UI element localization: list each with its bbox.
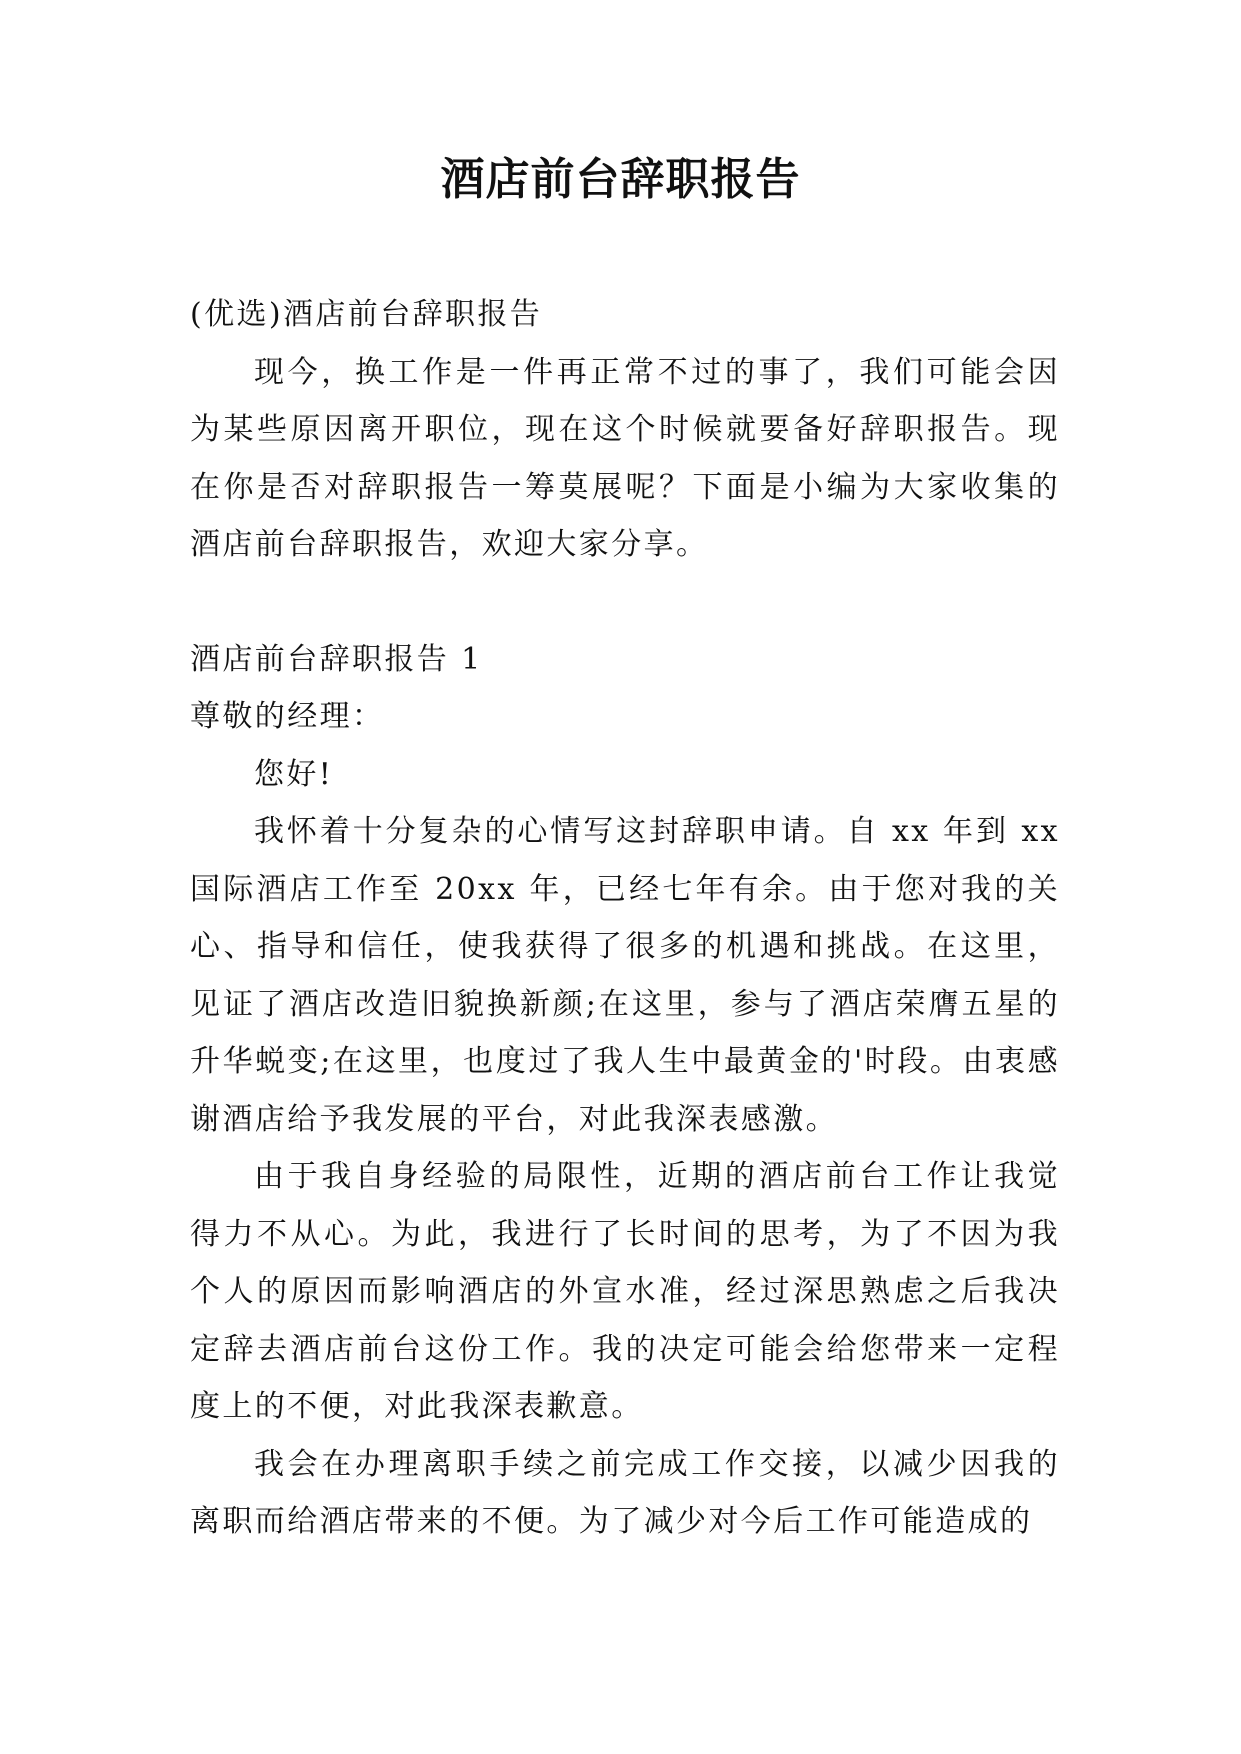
section-heading: 酒店前台辞职报告 1 (190, 641, 483, 677)
body-paragraph: 我怀着十分复杂的心情写这封辞职申请。自 xx 年到 xx 国际酒店工作至 20xx 年，已经七年有余。由于您对我的关心、指导和信任，使我获得了很多的机遇和挑战。在这里，见证了酒店改造旧貌换新颜;在这里，参与了酒店荣膺五星的升华蜕变;在这里，也度过了我人生中最黄金的'时段。由衷感谢酒店给予我发展的平台，对此我深表感激。 (190, 814, 1060, 1137)
document-body (190, 286, 1060, 1551)
greeting: 您好! (254, 756, 334, 792)
intro-paragraph: 现今，换工作是一件再正常不过的事了，我们可能会因为某些原因离开职位，现在这个时候就要备好辞职报告。现在你是否对辞职报告一筹莫展呢？下面是小编为大家收集的酒店前台辞职报告，欢迎大家分享。 (190, 354, 1060, 562)
salutation: 尊敬的经理： (190, 699, 385, 734)
body-paragraph: 我会在办理离职手续之前完成工作交接，以减少因我的离职而给酒店带来的不便。为了减少对今后工作可能造成的 (190, 1446, 1060, 1539)
body-paragraph: 由于我自身经验的局限性，近期的酒店前台工作让我觉得力不从心。为此，我进行了长时间的思考，为了不因为我个人的原因而影响酒店的外宣水准，经过深思熟虑之后我决定辞去酒店前台这份工作。我的决定可能会给您带来一定程度上的不便，对此我深表歉意。 (190, 1159, 1060, 1424)
document-title: 酒店前台辞职报告 (440, 154, 801, 205)
document-subtitle: (优选)酒店前台辞职报告 (190, 297, 543, 332)
